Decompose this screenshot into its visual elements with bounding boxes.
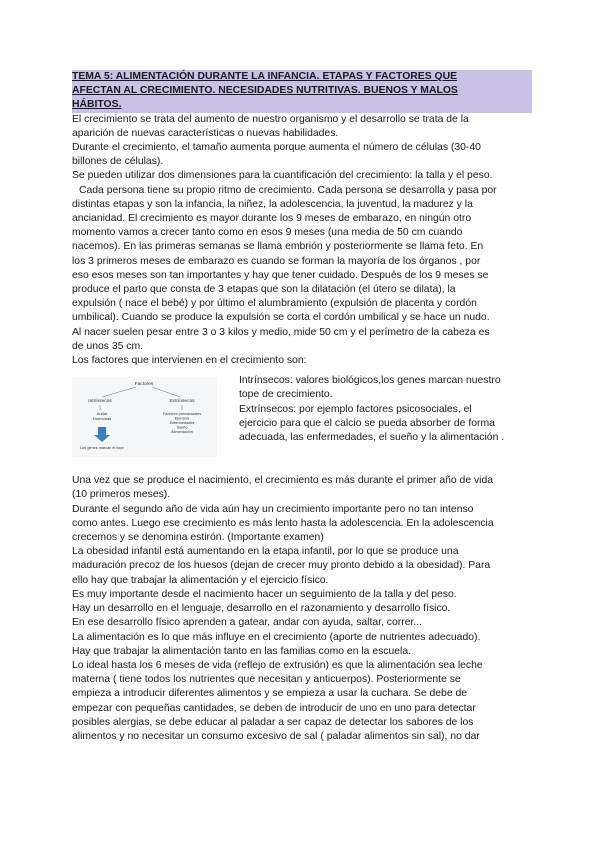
body-text-bottom bbox=[72, 474, 532, 744]
text-line: empezar con pequeñas cantidades, se deben de introducir de uno en uno para detectar bbox=[72, 702, 476, 714]
text-line: Durante el segundo año de vida aún hay un crecimiento importante pero no tan intenso bbox=[72, 503, 474, 515]
text-line: maduración precoz de los huesos (dejan de crecer muy pronto debido a la obesidad). Para bbox=[72, 560, 491, 572]
text-line: Es muy importante desde el nacimiento hacer un seguimiento de la talla y del peso. bbox=[72, 588, 457, 600]
title-line: AFECTAN AL CRECIMIENTO. NECESIDADES NUTRITIVAS. BUENOS Y MALOS bbox=[72, 85, 458, 97]
diagram-right-item: Alimentación bbox=[171, 430, 193, 435]
text-line: El crecimiento se trata del aumento de nuestro organismo y el desarrollo se trata de la bbox=[72, 113, 469, 125]
text-line: los 3 primeros meses de embarazo es cuando se forman la mayoría de los órganos , por bbox=[72, 255, 481, 267]
title-line: TEMA 5: ALIMENTACIÓN DURANTE LA INFANCIA. ETAPAS Y FACTORES QUE bbox=[72, 71, 458, 82]
text-line: Se pueden utilizar dos dimensiones para la cuantificación del crecimiento: la talla y el peso. bbox=[72, 170, 493, 182]
text-line: posibles alergias, se debe educar al paladar a ser capaz de detectar los sabores de los bbox=[72, 716, 474, 728]
text-line: Intrínsecos: valores biológicos,los genes marcan nuestro bbox=[239, 375, 501, 387]
text-line: billones de células). bbox=[72, 156, 164, 168]
text-line: Al nacer suelen pesar entre 3 o 3 kilos y medio, mide 50 cm y el perímetro de la cabeza es bbox=[72, 326, 490, 338]
factors-diagram bbox=[72, 377, 217, 457]
text-line: distintas etapas y son la infancia, la niñez, la adolescencia, la juventud, la madurez y la bbox=[72, 198, 473, 210]
diagram-right-label: Extrínsecos bbox=[169, 399, 195, 405]
text-line: ejercicio para que el calcio se pueda absorber de forma bbox=[239, 417, 495, 429]
text-line: produce el parto que consta de 3 etapas que son la dilatación (el útero se dilata), la bbox=[72, 284, 456, 296]
text-line: momento vamos a crecer tanto como en esos 9 meses (una media de 50 cm cuando bbox=[72, 227, 463, 239]
document-page bbox=[72, 70, 532, 744]
text-line: expulsión ( nace el bebé) y por último el alumbramiento (expulsión de placenta y cordón bbox=[72, 298, 477, 310]
diagram-left-note: Los genes marcan el tope bbox=[80, 446, 124, 451]
diagram-left-item: Hormonas bbox=[92, 416, 112, 422]
factors-description bbox=[239, 374, 504, 445]
text-line: crecemos y se denomina estirón. (Importante examen) bbox=[72, 532, 324, 544]
text-line: materna ( tiene todos los nutrientes que necesitan y anticuerpos). Posteriormente se bbox=[72, 674, 461, 686]
text-line: tope de crecimiento. bbox=[239, 389, 333, 401]
diagram-left-label: Intrínsecos bbox=[88, 399, 112, 405]
text-line: empieza a introducir diferentes alimentos y se empieza a usar la cuchara. Se debe de bbox=[72, 688, 468, 700]
title-line: HÁBITOS. bbox=[72, 99, 122, 111]
diagram-right-item: Ejercicio bbox=[174, 416, 190, 421]
diagram-right-item: Sueño bbox=[176, 425, 188, 430]
text-line: Los factores que intervienen en el crecimiento son: bbox=[72, 355, 307, 367]
text-line: En ese desarrollo físico aprenden a gatear, andar con ayuda, saltar, correr... bbox=[72, 617, 423, 629]
text-line: La alimentación es lo que más influye en el crecimiento (aporte de nutrientes adecuado). bbox=[72, 631, 481, 643]
text-line: Durante el crecimiento, el tamaño aumenta porque aumenta el número de células (30-40 bbox=[72, 142, 481, 154]
diagram-left-item: Andar bbox=[96, 411, 108, 417]
spacer bbox=[72, 460, 532, 474]
diagram-right-item: Factores psicosociales bbox=[162, 412, 202, 417]
text-line: adecuada, las enfermedades, el sueño y la alimentación . bbox=[239, 432, 505, 444]
text-line: ancianidad. El crecimiento es mayor durante los 9 meses de embarazo, en ningún otro bbox=[72, 213, 472, 225]
text-line: umbilical). Cuando se produce la expulsión se corta el cordón umbilical y se hace un nudo. bbox=[72, 312, 490, 324]
diagram-arrow-body bbox=[98, 427, 106, 435]
text-line: Lo ideal hasta los 6 meses de vida (reflejo de extrusión) es que la alimentación sea leche bbox=[72, 659, 483, 671]
text-line: Hay que trabajar la alimentación tanto en las familias como en la escuela. bbox=[72, 645, 412, 657]
body-text-top bbox=[72, 113, 532, 369]
text-line: Hay un desarrollo en el lenguaje, desarrollo en el razonamiento y desarrollo físico. bbox=[72, 603, 451, 615]
text-line: eso esos meses son tan importantes y hay que tener cuidado. Después de los 9 meses se bbox=[72, 269, 489, 281]
text-line: Una vez que se produce el nacimiento, el crecimiento es más durante el primer año de vida bbox=[72, 475, 494, 487]
text-line: La obesidad infantil está aumentando en la etapa infantil, por lo que se produce una bbox=[72, 546, 459, 558]
text-line: alimentos y no necesitar un consumo excesivo de sal ( paladar alimentos sin sal), no dar bbox=[72, 730, 480, 742]
text-line: ello hay que trabajar la alimentación y el ejercicio físico. bbox=[72, 574, 329, 586]
text-line: Cada persona tiene su propio ritmo de crecimiento. Cada persona se desarrolla y pasa por bbox=[79, 184, 497, 196]
text-line: como antes. Luego ese crecimiento es más lento hasta la adolescencia. En la adolescencia bbox=[72, 517, 494, 529]
page-title bbox=[72, 70, 532, 113]
text-line: Extrínsecos: por ejemplo factores psicosociales, el bbox=[239, 403, 472, 415]
text-line: (10 primeros meses). bbox=[72, 489, 171, 501]
text-line: aparición de nuevas características o nuevas habilidades. bbox=[72, 127, 339, 139]
text-line: nacemos). En las primeras semanas se llama embrión y posteriormente se llama feto. En bbox=[72, 241, 484, 253]
diagram-right-item: Enfermedades bbox=[169, 421, 195, 426]
diagram-root: Factores bbox=[134, 382, 154, 388]
text-line: de unos 35 cm. bbox=[72, 340, 144, 352]
factors-section bbox=[72, 374, 532, 460]
